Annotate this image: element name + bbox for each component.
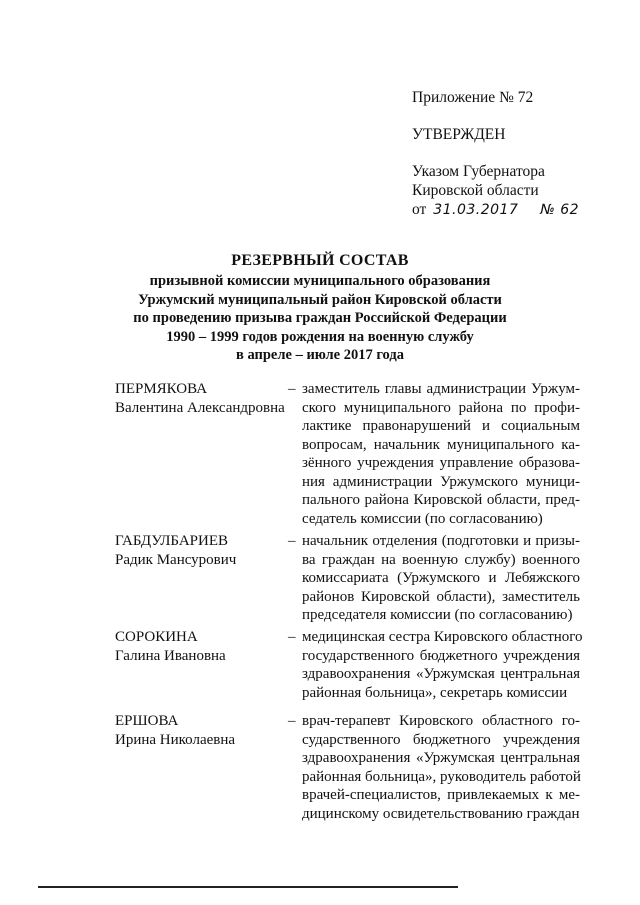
role-line: начальник отделения (подготовки и призы- (302, 533, 580, 549)
member-role (302, 712, 580, 823)
member-given-name: Ирина Николаевна (115, 731, 236, 748)
title-line: Уржумский муниципальный район Кировской области (138, 291, 502, 308)
role-line: зённого учреждения управление образова- (302, 455, 580, 471)
role-line: ния администрации Уржумского муници- (302, 473, 580, 490)
role-line: дицинскому освидетельствованию граждан (302, 805, 580, 822)
dash-separator: – (288, 533, 296, 549)
decree-line-1: Указом Губернатора (412, 163, 545, 180)
member-given-name: Галина Ивановна (115, 647, 226, 664)
title-line: 1990 – 1999 годов рождения на военную службу (166, 328, 474, 345)
approved-label: УТВЕРЖДЕН (412, 126, 506, 143)
bottom-rule (38, 886, 458, 888)
role-line: лактике правонарушений и социальным (302, 418, 580, 434)
member-name (115, 532, 236, 569)
title-line: призывной комиссии муниципального образования (149, 273, 491, 289)
document-title (90, 250, 550, 365)
role-line: сударственного бюджетного учреждения (302, 731, 580, 748)
role-line: здравоохранения «Уржумская центральная (302, 666, 580, 682)
title-heading: РЕЗЕРВНЫЙ СОСТАВ (231, 252, 409, 269)
role-line: седатель комиссии (по согласованию) (302, 510, 543, 527)
role-line: врач-терапевт Кировского областного го- (302, 713, 580, 729)
member-surname: ГАБДУЛБАРИЕВ (115, 533, 229, 549)
member-given-name: Радик Мансурович (115, 551, 237, 568)
role-line: заместитель главы администрации Уржум- (302, 381, 580, 397)
role-line: медицинская сестра Кировского областного (302, 629, 583, 645)
decree-line-2: Кировской области (412, 182, 539, 199)
decree-date-line (412, 200, 632, 220)
member-name (115, 628, 226, 665)
role-line: вопросам, начальник муниципального ка- (302, 436, 580, 453)
member-name (115, 380, 285, 417)
dash-separator: – (288, 713, 296, 729)
role-line: районная больница», секретарь комиссии (302, 684, 568, 701)
member-role (302, 532, 580, 625)
role-line: комиссариата (Уржумского и Лебяжского (302, 570, 580, 586)
role-line: районов Кировской области), заместитель (302, 588, 580, 605)
member-role (302, 380, 580, 528)
role-line: здравоохранения «Уржумская центральная (302, 750, 580, 766)
member-surname: ЕРШОВА (115, 713, 179, 729)
date-prefix: от (412, 201, 427, 218)
role-line: пального района Кировской области, пред- (302, 492, 580, 508)
title-line: по проведению призыва граждан Российской Федерации (133, 310, 507, 326)
role-line: ва граждан на военную службу) военного (302, 551, 580, 568)
approval-block (412, 88, 632, 220)
handwritten-number: № 62 (540, 202, 580, 218)
dash-separator: – (288, 629, 296, 645)
member-given-name: Валентина Александровна (115, 399, 285, 416)
member-surname: ПЕРМЯКОВА (115, 381, 208, 397)
dash-separator: – (288, 381, 296, 397)
role-line: ского муниципального района по профи- (302, 399, 580, 416)
appendix-label: Приложение № 72 (412, 89, 534, 106)
title-line: в апреле – июле 2017 года (236, 347, 404, 363)
role-line: государственного бюджетного учреждения (302, 647, 580, 664)
member-name (115, 712, 235, 749)
member-surname: СОРОКИНА (115, 629, 198, 645)
member-role (302, 628, 583, 702)
handwritten-date: 31.03.2017 (433, 202, 519, 218)
role-line: районная больница», руководитель работой (302, 768, 581, 785)
role-line: председателя комиссии (по согласованию) (302, 607, 573, 623)
role-line: врачей-специалистов, привлекаемых к ме- (302, 787, 580, 803)
